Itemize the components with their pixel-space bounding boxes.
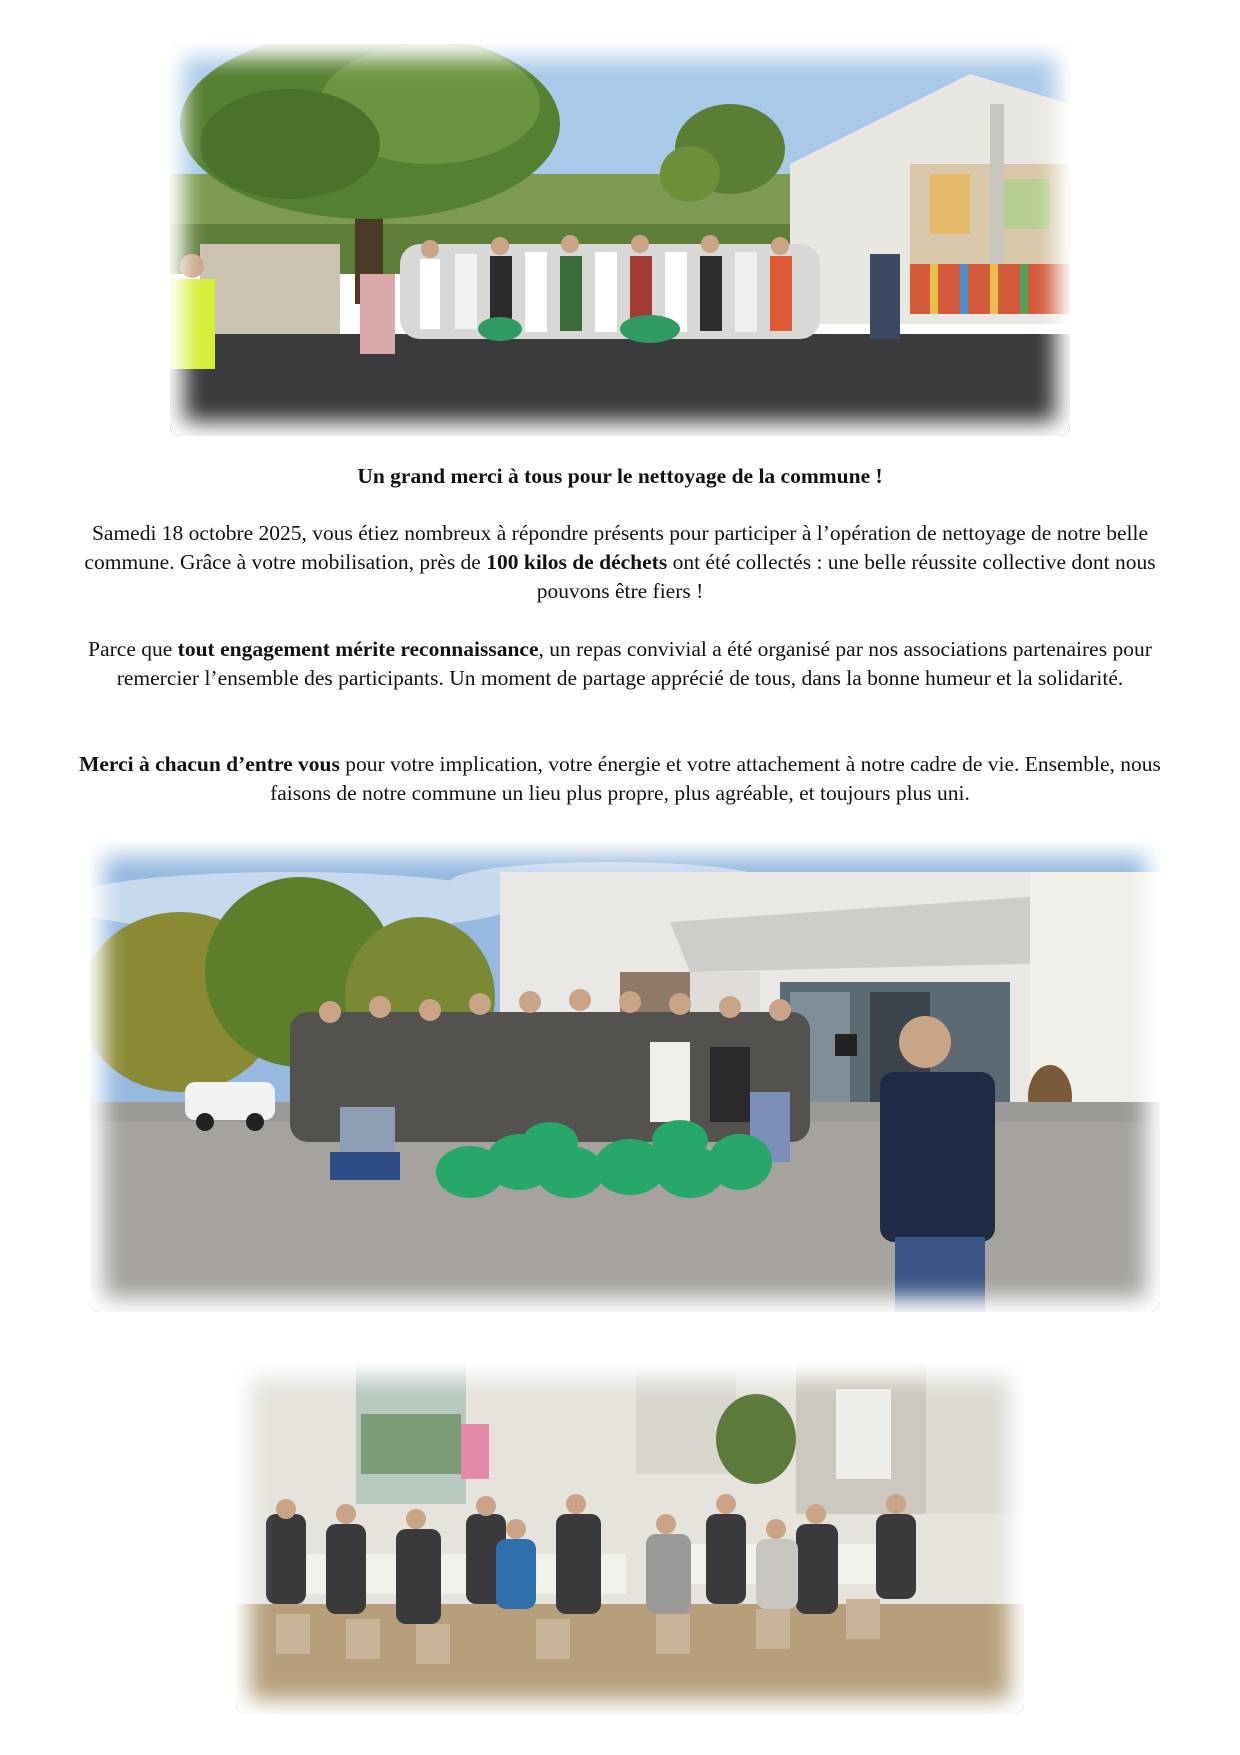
paragraph-meal <box>70 635 1170 693</box>
meal-photo-hall <box>236 1364 1024 1714</box>
para2-text-end: , un repas convivial a été organisé par nos associations partenaires pour remercier l’ensemble des participants. Un moment de partage apprécié de tous, dans la bonne humeur et la solidarité. <box>116 637 1152 690</box>
para3-text-end: pour votre implication, votre énergie et votre attachement à notre cadre de vie. Ensemble, nous faisons de notre commune un lieu plus propre, plus agréable, et toujours plus uni. <box>270 752 1161 805</box>
paragraph-thanks <box>70 750 1170 808</box>
heading-text: Un grand merci à tous pour le nettoyage de la commune ! <box>357 464 883 488</box>
para2-bold-recognition: tout engagement mérite reconnaissance <box>177 637 539 661</box>
para1-bold-waste: 100 kilos de déchets <box>486 550 668 574</box>
para2-text-start: Parce que <box>88 637 178 661</box>
para3-bold-thanks: Merci à chacun d’entre vous <box>79 752 340 776</box>
article-heading <box>70 462 1170 491</box>
group-photo-school <box>170 44 1070 436</box>
paragraph-cleanup-results <box>70 519 1170 606</box>
para1-text-end: ont été collectés : une belle réussite collective dont nous pouvons être fiers ! <box>536 550 1156 603</box>
para1-text-start: Samedi 18 octobre 2025, vous étiez nombreux à répondre présents pour participer à l’opération de nettoyage de notre belle commune. Grâce à votre mobilisation, près de <box>84 521 1149 574</box>
group-photo-bags <box>90 842 1160 1312</box>
